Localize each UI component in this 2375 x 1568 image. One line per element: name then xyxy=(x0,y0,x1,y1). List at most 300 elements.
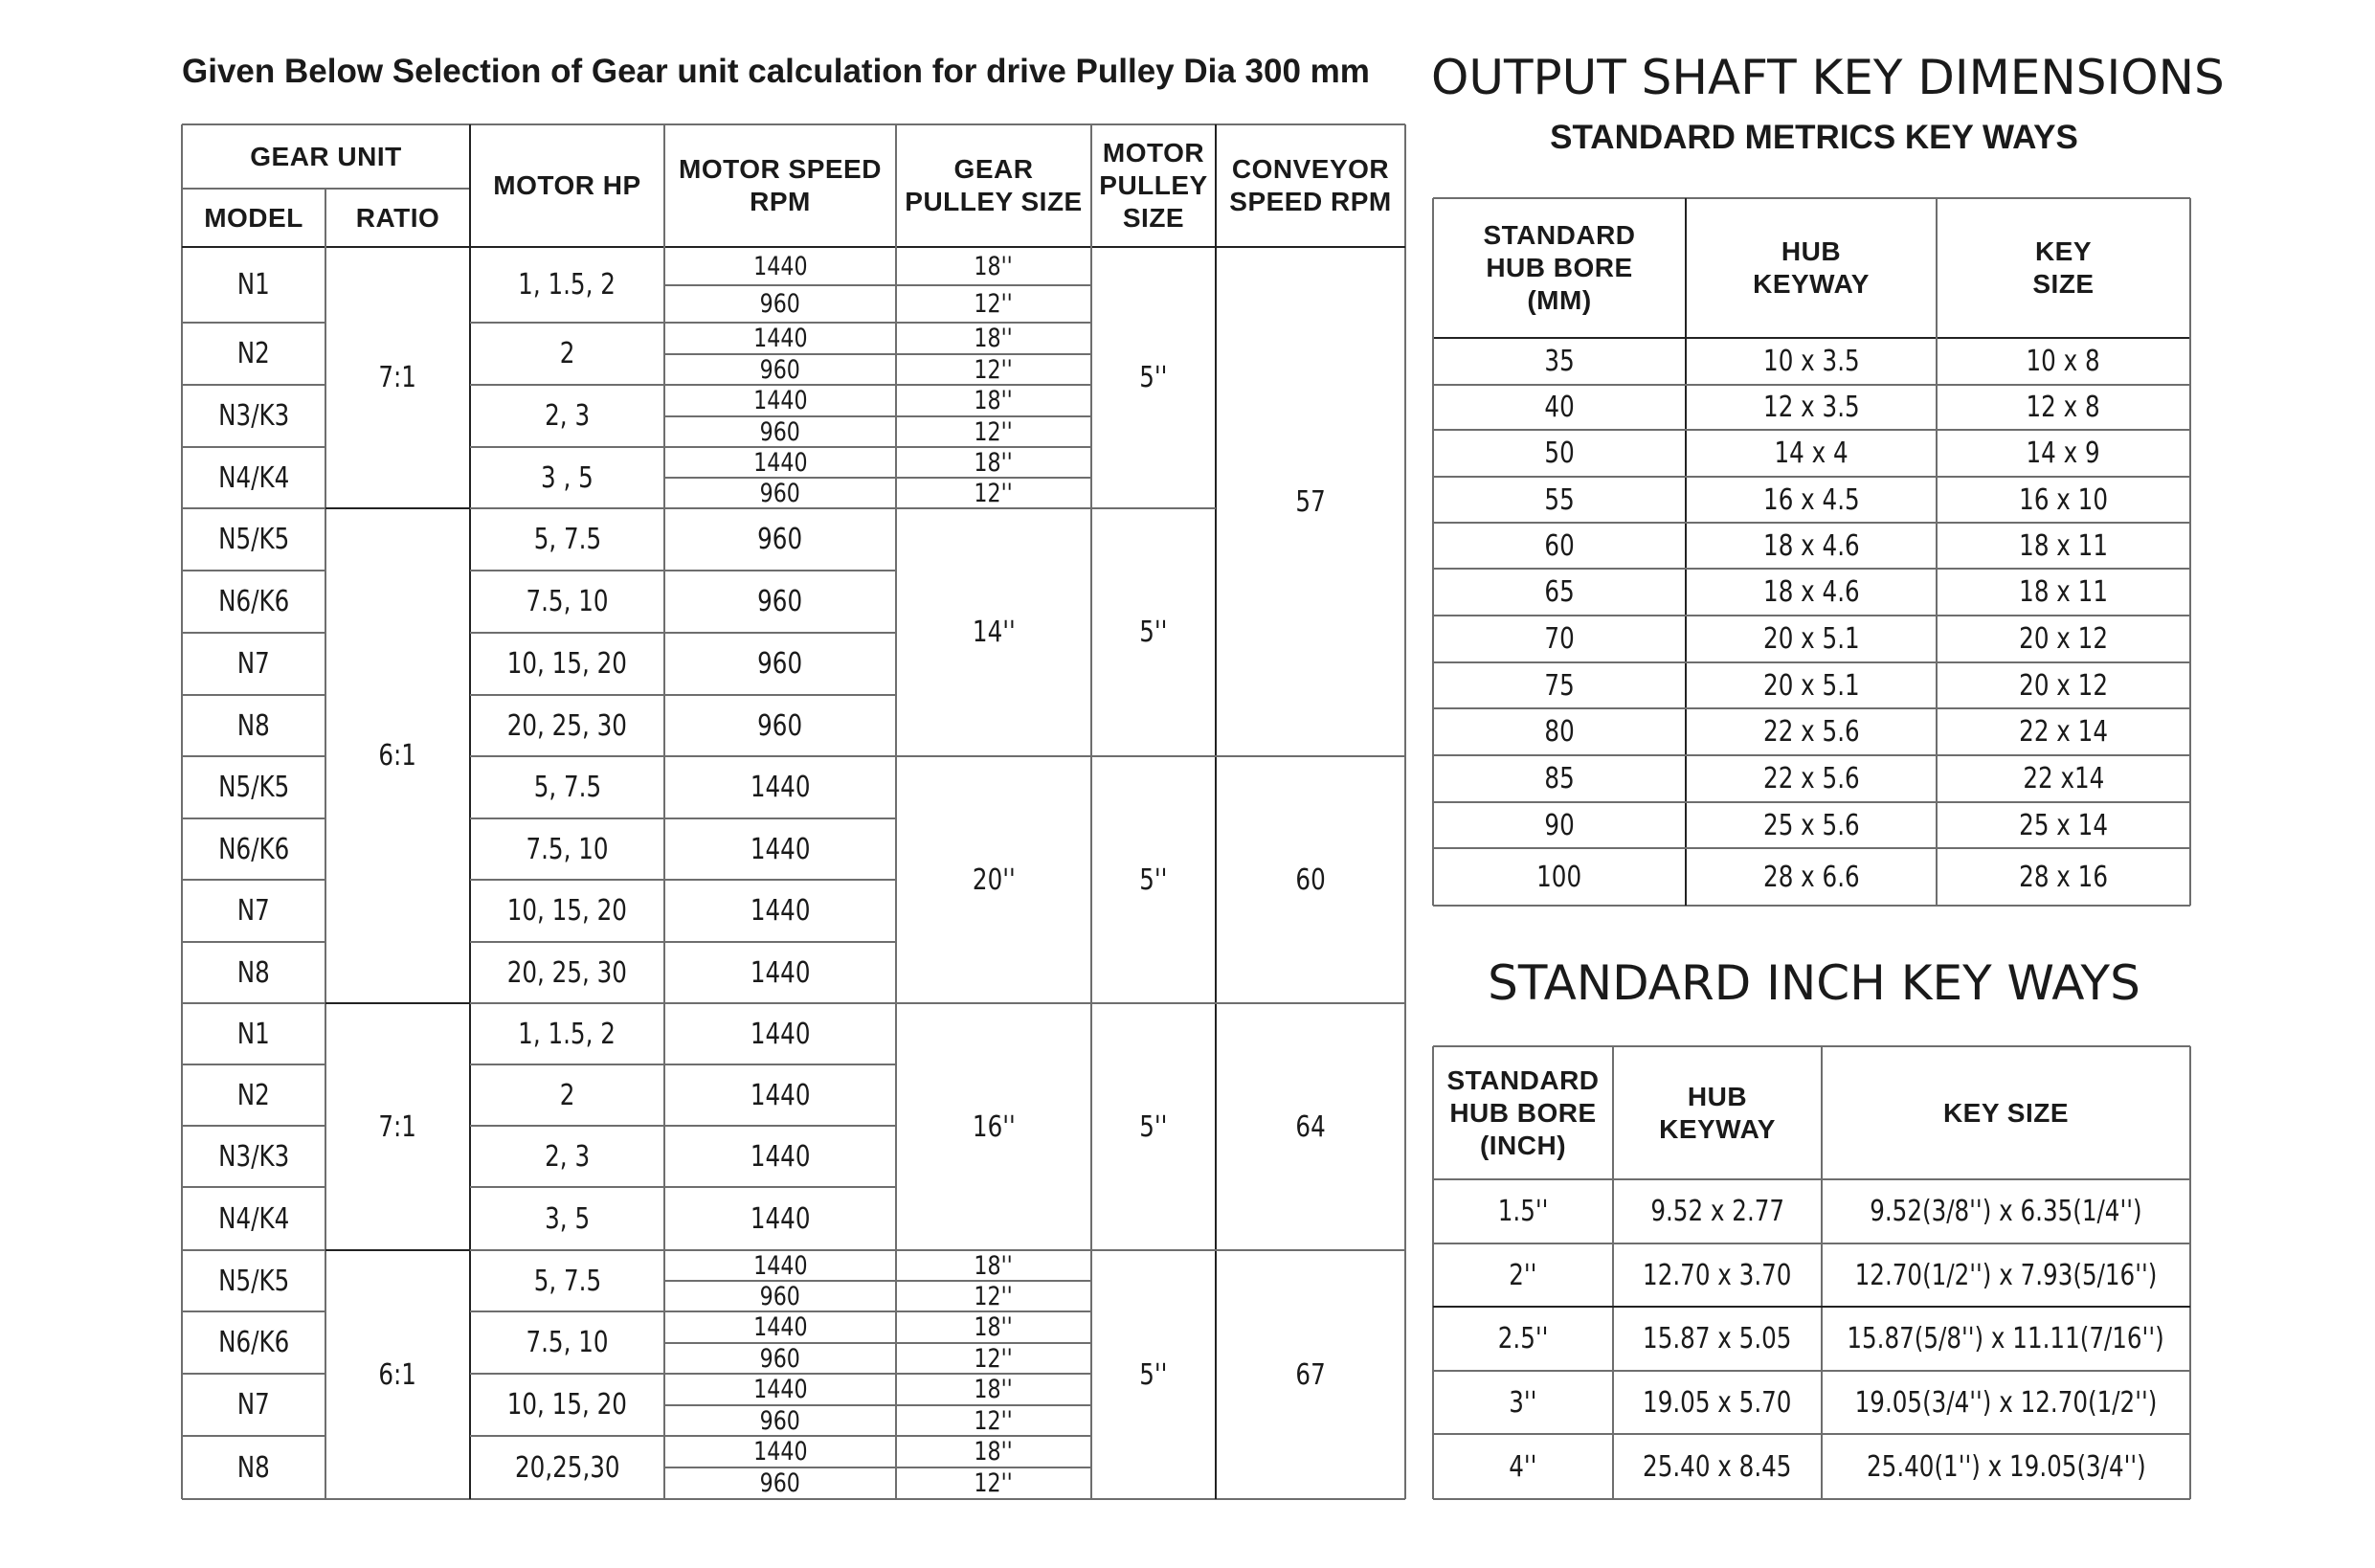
ratio-cell xyxy=(325,1003,470,1250)
model-cell xyxy=(182,447,325,508)
grid-line-h xyxy=(470,1002,664,1004)
inch-cell xyxy=(1433,1371,1613,1434)
motor-speed-cell xyxy=(664,1467,896,1499)
inch-cell xyxy=(1822,1371,2190,1434)
conveyor-speed-cell-text: 57 xyxy=(1295,484,1326,519)
metric-cell-text: 25 x 14 xyxy=(2019,808,2108,842)
metric-cell xyxy=(1433,662,1686,708)
metric-cell xyxy=(1937,616,2190,662)
model-cell xyxy=(182,880,325,942)
motor-pulley-cell-text: 5'' xyxy=(1139,1357,1168,1392)
model-cell xyxy=(182,1126,325,1187)
grid-line-h xyxy=(182,1249,325,1251)
inch-cell xyxy=(1433,1307,1613,1371)
header-model xyxy=(182,189,325,247)
grid-line-h xyxy=(325,1249,470,1251)
motor-pulley-cell xyxy=(1091,1003,1216,1250)
grid-line-h xyxy=(182,1064,325,1065)
ratio-cell-text: 7:1 xyxy=(378,1109,417,1144)
grid-line-h xyxy=(182,694,325,696)
grid-line-h xyxy=(664,284,1091,286)
motor-speed-cell-text: 1440 xyxy=(750,955,811,990)
motor-speed-cell xyxy=(664,247,896,285)
motor-speed-cell-text: 1440 xyxy=(752,447,808,478)
gear-pulley-cell-text: 12'' xyxy=(974,478,1014,508)
grid-line-h xyxy=(664,1467,1091,1468)
motor-speed-cell xyxy=(664,942,896,1003)
motor-hp-cell xyxy=(470,1003,664,1064)
motor-pulley-cell-text: 5'' xyxy=(1139,862,1168,897)
metric-cell-text: 20 x 5.1 xyxy=(1762,668,1860,703)
model-cell-text: N3/K3 xyxy=(217,399,290,433)
motor-hp-cell xyxy=(470,1311,664,1374)
gear-pulley-cell xyxy=(896,247,1091,285)
gear-pulley-cell-text: 12'' xyxy=(974,416,1014,447)
header-gear-pulley xyxy=(896,124,1091,247)
motor-speed-cell xyxy=(664,1126,896,1187)
metric-cell-text: 25 x 5.6 xyxy=(1762,808,1860,842)
grid-line-h xyxy=(470,570,664,571)
inch-cell xyxy=(1433,1179,1613,1243)
metric-cell xyxy=(1937,755,2190,802)
motor-speed-cell xyxy=(664,1436,896,1467)
grid-line-h xyxy=(664,570,896,571)
inch-cell-text: 9.52 x 2.77 xyxy=(1650,1195,1784,1228)
inch-cell xyxy=(1822,1434,2190,1499)
grid-line-h xyxy=(664,632,896,634)
metric-cell xyxy=(1433,802,1686,848)
model-cell xyxy=(182,1064,325,1126)
metric-cell xyxy=(1937,523,2190,569)
motor-speed-cell xyxy=(664,818,896,880)
motor-hp-cell-text: 10, 15, 20 xyxy=(506,647,628,681)
metric-cell xyxy=(1686,616,1937,662)
gear-pulley-cell xyxy=(896,1374,1091,1405)
grid-line-h xyxy=(470,1310,664,1312)
metric-header xyxy=(1433,198,1686,338)
grid-line-h xyxy=(470,941,664,943)
grid-line-h xyxy=(896,755,1091,757)
grid-line-h xyxy=(182,632,325,634)
gear-pulley-cell-text: 18'' xyxy=(974,1250,1014,1281)
motor-speed-cell-text: 1440 xyxy=(750,832,811,866)
motor-speed-cell xyxy=(664,478,896,508)
model-cell xyxy=(182,1003,325,1064)
metric-cell-text: 16 x 4.5 xyxy=(1762,482,1860,517)
grid-line-h xyxy=(470,1186,664,1188)
motor-speed-cell xyxy=(664,285,896,323)
inch-cell-text: 25.40 x 8.45 xyxy=(1643,1449,1792,1484)
grid-line-h xyxy=(470,1373,664,1375)
grid-line-h xyxy=(664,1404,1091,1406)
inch-cell-text: 15.87(5/8'') x 11.11(7/16'') xyxy=(1847,1322,2165,1355)
metric-cell xyxy=(1686,708,1937,755)
gear-pulley-cell xyxy=(896,323,1091,354)
metric-cell xyxy=(1433,477,1686,523)
gear-pulley-cell-text: 18'' xyxy=(974,324,1014,353)
gear-pulley-cell-text: 12'' xyxy=(974,1405,1014,1436)
metric-cell-text: 22 x 5.6 xyxy=(1762,715,1860,749)
metric-cell-text: 40 xyxy=(1544,391,1575,424)
metric-cell-text: 10 x 3.5 xyxy=(1762,345,1860,378)
grid-line-h xyxy=(664,1186,896,1188)
motor-hp-cell xyxy=(470,880,664,942)
metric-cell xyxy=(1937,802,2190,848)
grid-line-h xyxy=(182,1310,325,1312)
grid-line-h xyxy=(664,941,896,943)
motor-speed-cell-text: 960 xyxy=(757,708,803,743)
ratio-cell-text: 7:1 xyxy=(378,361,417,394)
motor-speed-cell xyxy=(664,323,896,354)
model-cell-text: N6/K6 xyxy=(217,585,290,618)
inch-header-text: KEY SIZE xyxy=(1942,1097,2070,1128)
conveyor-speed-cell-text: 64 xyxy=(1295,1109,1326,1144)
header-gear-unit-text: GEAR UNIT xyxy=(250,141,402,171)
gear-pulley-cell-text: 12'' xyxy=(974,289,1014,319)
grid-line-h xyxy=(1091,1249,1216,1251)
motor-speed-cell xyxy=(664,1250,896,1281)
motor-speed-cell xyxy=(664,1343,896,1374)
ratio-cell-text: 6:1 xyxy=(378,1357,417,1392)
gear-pulley-cell xyxy=(896,447,1091,478)
metric-cell-text: 22 x 5.6 xyxy=(1762,762,1860,795)
grid-line-h xyxy=(1216,1002,1405,1004)
metric-cell-text: 18 x 11 xyxy=(2019,575,2108,609)
motor-hp-cell-text: 10, 15, 20 xyxy=(506,1388,628,1422)
grid-line-h xyxy=(182,879,325,881)
motor-speed-cell xyxy=(664,1064,896,1126)
gear-pulley-cell xyxy=(896,478,1091,508)
inch-cell-text: 1.5'' xyxy=(1497,1195,1549,1228)
metric-cell-text: 18 x 4.6 xyxy=(1762,575,1860,609)
metric-cell xyxy=(1433,708,1686,755)
motor-hp-cell-text: 2 xyxy=(559,337,575,370)
header-gear-pulley-text: GEAR PULLEY SIZE xyxy=(905,154,1083,216)
motor-pulley-cell xyxy=(1091,508,1216,756)
metric-cell xyxy=(1937,430,2190,477)
grid-line-h xyxy=(664,879,896,881)
motor-speed-cell xyxy=(664,385,896,416)
motor-speed-cell-text: 1440 xyxy=(752,324,808,353)
grid-line-h xyxy=(664,1280,1091,1282)
inch-header-text: HUB KEYWAY xyxy=(1659,1081,1776,1144)
metric-cell xyxy=(1433,338,1686,385)
motor-hp-cell xyxy=(470,1436,664,1499)
inch-cell-text: 12.70(1/2'') x 7.93(5/16'') xyxy=(1854,1258,2158,1292)
motor-speed-cell-text: 1440 xyxy=(752,1250,808,1281)
metric-cell xyxy=(1433,616,1686,662)
gear-pulley-cell xyxy=(896,285,1091,323)
model-cell-text: N1 xyxy=(236,268,271,302)
inch-cell xyxy=(1613,1179,1822,1243)
header-motor-pulley xyxy=(1091,124,1216,247)
gear-pulley-cell-text: 18'' xyxy=(974,251,1014,281)
inch-title: STANDARD INCH KEY WAYS xyxy=(1488,955,2140,1011)
metric-cell xyxy=(1937,477,2190,523)
inch-cell-text: 2'' xyxy=(1509,1258,1537,1292)
grid-line-h xyxy=(182,941,325,943)
model-cell xyxy=(182,1436,325,1499)
grid-line-h xyxy=(182,1002,325,1004)
grid-line-h xyxy=(182,507,325,509)
motor-hp-cell xyxy=(470,695,664,756)
metric-cell-text: 22 x14 xyxy=(2022,762,2104,795)
model-cell xyxy=(182,756,325,818)
model-cell-text: N5/K5 xyxy=(217,523,290,556)
motor-hp-cell-text: 5, 7.5 xyxy=(533,771,601,804)
motor-pulley-cell xyxy=(1091,756,1216,1003)
motor-hp-cell xyxy=(470,942,664,1003)
grid-line-h xyxy=(664,694,896,696)
metric-cell-text: 55 xyxy=(1544,482,1575,517)
inch-cell xyxy=(1433,1243,1613,1307)
grid-line-h xyxy=(896,507,1091,509)
metric-cell-text: 70 xyxy=(1544,622,1575,656)
grid-line-h xyxy=(470,632,664,634)
grid-line-h xyxy=(470,818,664,819)
motor-hp-cell-text: 2, 3 xyxy=(545,1139,590,1174)
motor-hp-cell-text: 5, 7.5 xyxy=(533,523,601,556)
metric-cell-text: 10 x 8 xyxy=(2026,345,2101,378)
motor-pulley-cell-text: 5'' xyxy=(1139,1109,1168,1144)
motor-speed-cell-text: 1440 xyxy=(752,1375,808,1404)
motor-speed-cell-text: 1440 xyxy=(750,771,811,804)
metric-cell xyxy=(1686,523,1937,569)
model-cell xyxy=(182,1374,325,1436)
inch-cell-text: 9.52(3/8'') x 6.35(1/4'') xyxy=(1870,1195,2142,1228)
grid-line-h xyxy=(325,1002,470,1004)
model-cell-text: N8 xyxy=(236,1450,271,1485)
motor-speed-cell xyxy=(664,416,896,447)
inch-cell xyxy=(1613,1434,1822,1499)
metric-cell xyxy=(1686,477,1937,523)
grid-line-h xyxy=(470,879,664,881)
gear-pulley-cell xyxy=(896,1311,1091,1343)
metric-cell-text: 85 xyxy=(1544,762,1575,795)
grid-line-h xyxy=(1216,755,1405,757)
motor-speed-cell xyxy=(664,1374,896,1405)
conveyor-speed-cell xyxy=(1216,756,1405,1003)
inch-cell-text: 12.70 x 3.70 xyxy=(1643,1258,1792,1292)
inch-cell-text: 19.05(3/4'') x 12.70(1/2'') xyxy=(1854,1385,2158,1420)
model-cell xyxy=(182,942,325,1003)
metric-cell xyxy=(1433,755,1686,802)
inch-cell-text: 15.87 x 5.05 xyxy=(1643,1322,1792,1355)
model-cell xyxy=(182,571,325,633)
inch-header xyxy=(1613,1046,1822,1179)
gear-pulley-cell-text: 12'' xyxy=(974,1343,1014,1374)
gear-pulley-cell-text: 18'' xyxy=(974,1437,1014,1467)
grid-line-h xyxy=(182,446,325,448)
motor-speed-cell xyxy=(664,880,896,942)
inch-header xyxy=(1822,1046,2190,1179)
ratio-cell xyxy=(325,1250,470,1499)
model-cell-text: N2 xyxy=(236,337,271,370)
motor-hp-cell xyxy=(470,818,664,880)
metric-header xyxy=(1686,198,1937,338)
header-motor-hp-text: MOTOR HP xyxy=(493,170,641,200)
metric-cell-text: 80 xyxy=(1544,715,1575,749)
gear-pulley-cell-text: 14'' xyxy=(972,616,1016,649)
inch-cell xyxy=(1822,1307,2190,1371)
grid-line-h xyxy=(470,1435,664,1437)
key-dimensions-title: OUTPUT SHAFT KEY DIMENSIONS xyxy=(1431,50,2225,105)
motor-speed-cell-text: 960 xyxy=(759,1405,801,1436)
gear-pulley-cell xyxy=(896,1003,1091,1250)
motor-hp-cell-text: 3 , 5 xyxy=(541,460,594,495)
model-cell-text: N7 xyxy=(236,1388,271,1422)
motor-hp-cell-text: 3, 5 xyxy=(545,1201,590,1236)
model-cell-text: N2 xyxy=(236,1078,271,1112)
motor-hp-cell xyxy=(470,633,664,695)
motor-speed-cell xyxy=(664,1187,896,1250)
motor-hp-cell-text: 20, 25, 30 xyxy=(506,955,628,990)
model-cell-text: N7 xyxy=(236,894,271,928)
grid-line-h xyxy=(664,446,1091,448)
gear-pulley-cell xyxy=(896,1467,1091,1499)
motor-pulley-cell-text: 5'' xyxy=(1139,361,1168,394)
gear-pulley-cell xyxy=(896,416,1091,447)
metric-cell-text: 50 xyxy=(1544,437,1575,470)
inch-cell-text: 4'' xyxy=(1509,1449,1537,1484)
inch-cell-text: 3'' xyxy=(1509,1385,1537,1420)
conveyor-speed-cell-text: 60 xyxy=(1295,862,1326,897)
metric-cell-text: 12 x 8 xyxy=(2026,391,2101,424)
inch-cell xyxy=(1822,1179,2190,1243)
model-cell xyxy=(182,695,325,756)
header-gear-unit xyxy=(182,124,470,189)
grid-line-h xyxy=(325,507,470,509)
metric-cell-text: 20 x 12 xyxy=(2019,622,2108,656)
gear-pulley-cell xyxy=(896,508,1091,756)
grid-line-h xyxy=(664,322,1091,324)
model-cell xyxy=(182,1311,325,1374)
metric-cell xyxy=(1433,430,1686,477)
metric-cell-text: 60 xyxy=(1544,528,1575,563)
motor-speed-cell-text: 1440 xyxy=(752,1437,808,1467)
grid-line-h xyxy=(470,1125,664,1127)
metric-cell-text: 14 x 9 xyxy=(2026,437,2101,470)
inch-cell-text: 2.5'' xyxy=(1497,1322,1549,1355)
gear-pulley-cell xyxy=(896,1250,1091,1281)
metric-cell-text: 75 xyxy=(1544,668,1575,703)
gear-pulley-cell xyxy=(896,1343,1091,1374)
gear-pulley-cell xyxy=(896,1436,1091,1467)
metric-header xyxy=(1937,198,2190,338)
metric-cell-text: 20 x 12 xyxy=(2019,668,2108,703)
motor-hp-cell xyxy=(470,447,664,508)
grid-line-h xyxy=(182,1435,325,1437)
motor-hp-cell xyxy=(470,508,664,571)
motor-pulley-cell xyxy=(1091,1250,1216,1499)
grid-line-h xyxy=(470,507,664,509)
grid-line-h xyxy=(1091,507,1216,509)
grid-line-h xyxy=(664,1125,896,1127)
metric-cell-text: 35 xyxy=(1544,345,1575,378)
motor-speed-cell-text: 960 xyxy=(759,354,801,385)
motor-speed-cell xyxy=(664,756,896,818)
main-title: Given Below Selection of Gear unit calculation for drive Pulley Dia 300 mm xyxy=(182,53,1370,90)
inch-cell xyxy=(1613,1371,1822,1434)
model-cell-text: N8 xyxy=(236,955,271,990)
metric-cell xyxy=(1686,338,1937,385)
motor-speed-cell xyxy=(664,1311,896,1343)
metric-cell xyxy=(1686,385,1937,430)
metric-cell xyxy=(1433,385,1686,430)
model-cell-text: N4/K4 xyxy=(217,460,290,495)
metric-cell xyxy=(1937,385,2190,430)
grid-line-h xyxy=(664,1310,1091,1312)
inch-cell-text: 25.40(1'') x 19.05(3/4'') xyxy=(1866,1449,2146,1484)
gear-pulley-cell xyxy=(896,1281,1091,1311)
motor-speed-cell-text: 960 xyxy=(759,1468,801,1498)
metric-cell xyxy=(1937,338,2190,385)
grid-line-h xyxy=(182,755,325,757)
header-conveyor-speed-text: CONVEYOR SPEED RPM xyxy=(1229,154,1392,216)
motor-hp-cell xyxy=(470,571,664,633)
motor-hp-cell-text: 7.5, 10 xyxy=(526,832,609,866)
grid-line-h xyxy=(182,1373,325,1375)
grid-line-h xyxy=(470,1064,664,1065)
inch-header xyxy=(1433,1046,1613,1179)
metric-cell xyxy=(1937,662,2190,708)
metric-cell xyxy=(1433,848,1686,906)
model-cell xyxy=(182,633,325,695)
metric-cell xyxy=(1433,523,1686,569)
motor-hp-cell-text: 10, 15, 20 xyxy=(506,894,628,928)
gear-pulley-cell-text: 18'' xyxy=(974,1312,1014,1342)
motor-speed-cell-text: 1440 xyxy=(752,1312,808,1342)
motor-hp-cell-text: 7.5, 10 xyxy=(526,1326,609,1359)
model-cell xyxy=(182,508,325,571)
motor-speed-cell-text: 960 xyxy=(757,523,803,556)
metric-cell xyxy=(1686,848,1937,906)
model-cell-text: N5/K5 xyxy=(217,771,290,804)
metric-cell xyxy=(1433,569,1686,616)
inch-cell xyxy=(1613,1307,1822,1371)
metric-cell-text: 16 x 10 xyxy=(2019,482,2108,517)
gear-pulley-cell xyxy=(896,1405,1091,1436)
ratio-cell xyxy=(325,247,470,508)
header-motor-pulley-text: MOTOR PULLEY SIZE xyxy=(1099,138,1208,233)
motor-hp-cell-text: 7.5, 10 xyxy=(526,585,609,618)
motor-hp-cell-text: 1, 1.5, 2 xyxy=(518,268,616,302)
grid-line-h xyxy=(664,477,1091,479)
gear-pulley-cell-text: 12'' xyxy=(974,1281,1014,1311)
metric-cell xyxy=(1937,708,2190,755)
motor-speed-cell xyxy=(664,354,896,385)
motor-speed-cell-text: 960 xyxy=(759,1281,801,1311)
motor-speed-cell xyxy=(664,695,896,756)
header-conveyor-speed xyxy=(1216,124,1405,247)
motor-speed-cell-text: 960 xyxy=(759,478,801,508)
motor-hp-cell xyxy=(470,385,664,447)
header-model-text: MODEL xyxy=(204,202,303,233)
metric-cell-text: 90 xyxy=(1544,808,1575,842)
grid-line-h xyxy=(664,353,1091,355)
grid-line-h xyxy=(664,1342,1091,1344)
metric-cell xyxy=(1686,802,1937,848)
motor-speed-cell-text: 1440 xyxy=(750,1078,811,1112)
motor-hp-cell xyxy=(470,1126,664,1187)
motor-speed-cell-text: 960 xyxy=(759,289,801,319)
motor-speed-cell-text: 960 xyxy=(757,585,803,618)
grid-line-h xyxy=(470,384,664,386)
grid-line-h xyxy=(470,446,664,448)
model-cell xyxy=(182,1250,325,1311)
metric-title: STANDARD METRICS KEY WAYS xyxy=(1550,119,2078,156)
grid-line-h xyxy=(182,1186,325,1188)
